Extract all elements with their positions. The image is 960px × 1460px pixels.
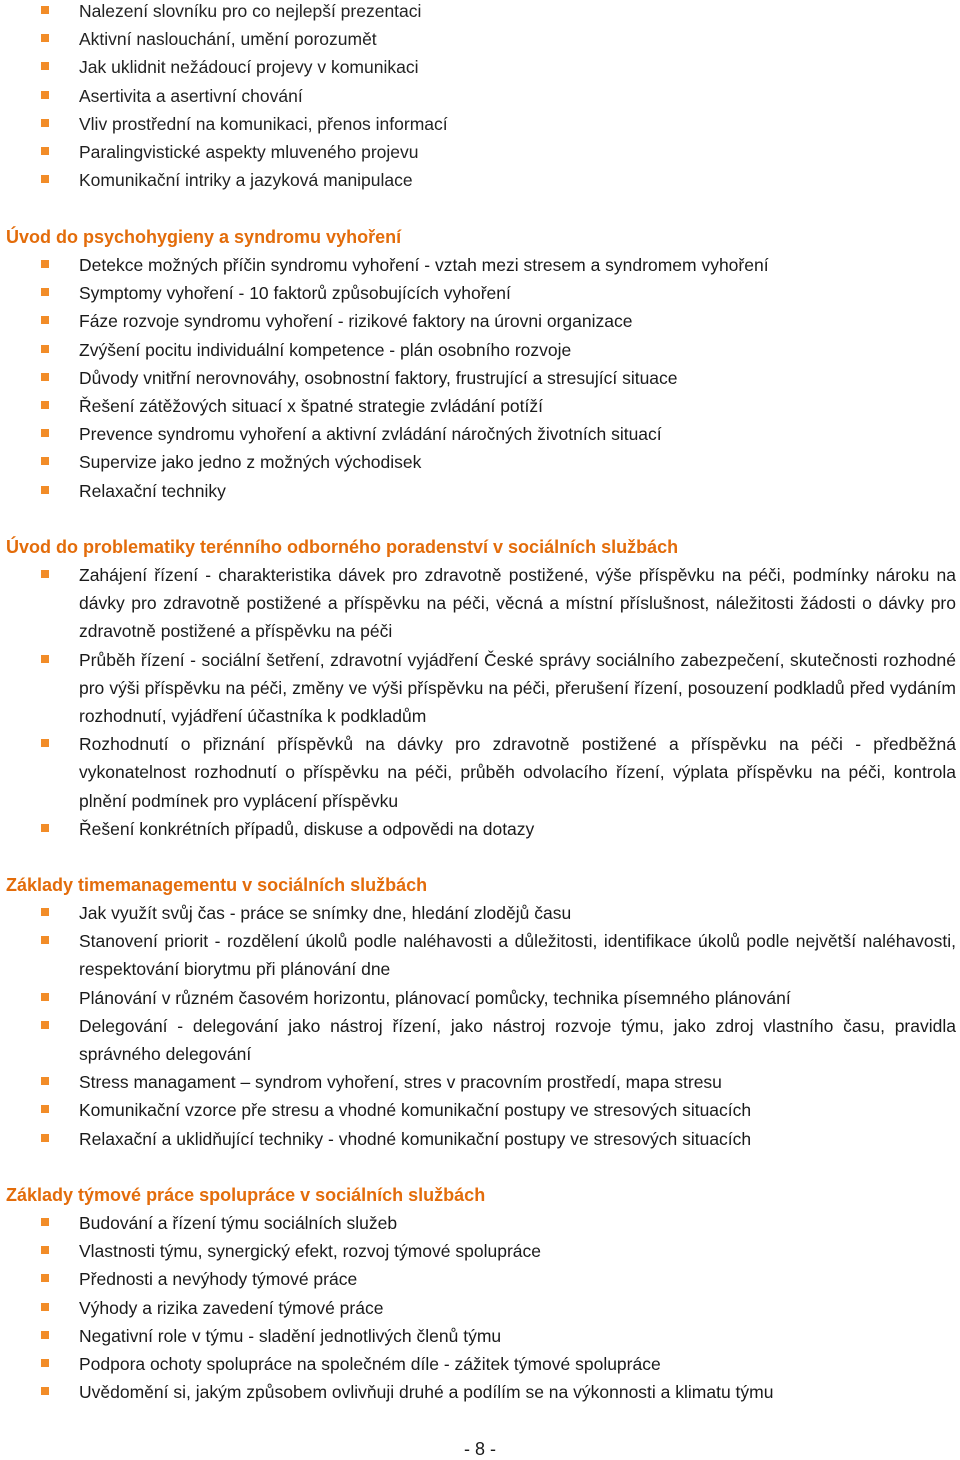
list-item: Prevence syndromu vyhoření a aktivní zvládání náročných životních situací xyxy=(0,420,960,448)
list-item: Symptomy vyhoření - 10 faktorů způsobujících vyhoření xyxy=(0,279,960,307)
list-item: Důvody vnitřní nerovnováhy, osobnostní faktory, frustrující a stresující situace xyxy=(0,364,960,392)
square-bullet-icon xyxy=(41,62,49,70)
list-item: Řešení konkrétních případů, diskuse a odpovědi na dotazy xyxy=(0,815,960,843)
list-item: Budování a řízení týmu sociálních služeb xyxy=(0,1209,960,1237)
section-heading: Základy týmové práce spolupráce v sociálních službách xyxy=(6,1185,486,1205)
square-bullet-icon xyxy=(41,1021,49,1029)
section-heading: Úvod do psychohygieny a syndromu vyhoření xyxy=(6,227,402,247)
square-bullet-icon xyxy=(41,401,49,409)
list-item: Relaxační techniky xyxy=(0,477,960,505)
square-bullet-icon xyxy=(41,655,49,663)
list-item: Uvědomění si, jakým způsobem ovlivňuji druhé a podílím se na výkonnosti a klimatu týmu xyxy=(0,1378,960,1406)
square-bullet-icon xyxy=(41,316,49,324)
square-bullet-icon xyxy=(41,1077,49,1085)
square-bullet-icon xyxy=(41,260,49,268)
bullet-list xyxy=(0,0,960,194)
square-bullet-icon xyxy=(41,147,49,155)
list-item: Podpora ochoty spolupráce na společném díle - zážitek týmové spolupráce xyxy=(0,1350,960,1378)
list-item: Supervize jako jedno z možných východisek xyxy=(0,448,960,476)
square-bullet-icon xyxy=(41,570,49,578)
list-item: Stress managament – syndrom vyhoření, stres v pracovním prostředí, mapa stresu xyxy=(0,1068,960,1096)
list-item: Průběh řízení - sociální šetření, zdravotní vyjádření České správy sociálního zabezpečení, skutečnosti rozhodné pro výši příspěvku na péči, změny ve výši příspěvku na péči, přerušení řízení, posouzení podkladů před vydáním rozhodnutí, vyjádření účastníka k podkladům xyxy=(0,646,960,731)
list-item: Stanovení priorit - rozdělení úkolů podle naléhavosti a důležitosti, identifikace úkolů podle největší naléhavosti, respektování biorytmu při plánování dne xyxy=(0,927,960,983)
square-bullet-icon xyxy=(41,373,49,381)
square-bullet-icon xyxy=(41,175,49,183)
list-item: Negativní role v týmu - sladění jednotlivých členů týmu xyxy=(0,1322,960,1350)
square-bullet-icon xyxy=(41,1218,49,1226)
list-item: Aktivní naslouchání, umění porozumět xyxy=(0,25,960,53)
list-item: Asertivita a asertivní chování xyxy=(0,82,960,110)
square-bullet-icon xyxy=(41,1359,49,1367)
bullet-list xyxy=(0,251,960,505)
section-heading: Úvod do problematiky terénního odborného poradenství v sociálních službách xyxy=(6,537,679,557)
square-bullet-icon xyxy=(41,824,49,832)
bullet-list xyxy=(0,561,960,843)
square-bullet-icon xyxy=(41,1105,49,1113)
bullet-list xyxy=(0,1209,960,1406)
square-bullet-icon xyxy=(41,119,49,127)
section-heading: Základy timemanagementu v sociálních službách xyxy=(6,875,428,895)
list-item: Zahájení řízení - charakteristika dávek pro zdravotně postižené, výše příspěvku na péči, podmínky nároku na dávky pro zdravotně postižené a příspěvku na péči, věcná a místní příslušnost, náležitosti žádosti o dávky pro zdravotně postižené a příspěvku na péči xyxy=(0,561,960,646)
list-item: Komunikační intriky a jazyková manipulace xyxy=(0,166,960,194)
square-bullet-icon xyxy=(41,1303,49,1311)
list-item: Řešení zátěžových situací x špatné strategie zvládání potíží xyxy=(0,392,960,420)
list-item: Relaxační a uklidňující techniky - vhodné komunikační postupy ve stresových situacích xyxy=(0,1125,960,1153)
list-item: Nalezení slovníku pro co nejlepší prezentaci xyxy=(0,0,960,25)
list-item: Delegování - delegování jako nástroj řízení, jako nástroj rozvoje týmu, jako zdroj vlastního času, pravidla správného delegování xyxy=(0,1012,960,1068)
square-bullet-icon xyxy=(41,936,49,944)
square-bullet-icon xyxy=(41,1246,49,1254)
list-item: Komunikační vzorce pře stresu a vhodné komunikační postupy ve stresových situacích xyxy=(0,1096,960,1124)
list-item: Plánování v různém časovém horizontu, plánovací pomůcky, technika písemného plánování xyxy=(0,984,960,1012)
list-item: Přednosti a nevýhody týmové práce xyxy=(0,1265,960,1293)
bullet-list xyxy=(0,899,960,1153)
square-bullet-icon xyxy=(41,91,49,99)
square-bullet-icon xyxy=(41,34,49,42)
square-bullet-icon xyxy=(41,1134,49,1142)
list-item: Jak využít svůj čas - práce se snímky dne, hledání zlodějů času xyxy=(0,899,960,927)
square-bullet-icon xyxy=(41,1274,49,1282)
square-bullet-icon xyxy=(41,457,49,465)
list-item: Jak uklidnit nežádoucí projevy v komunikaci xyxy=(0,53,960,81)
square-bullet-icon xyxy=(41,429,49,437)
square-bullet-icon xyxy=(41,345,49,353)
list-item: Paralingvistické aspekty mluveného projevu xyxy=(0,138,960,166)
square-bullet-icon xyxy=(41,486,49,494)
square-bullet-icon xyxy=(41,1331,49,1339)
page-number: - 8 - xyxy=(463,1439,496,1459)
list-item: Zvýšení pocitu individuální kompetence - plán osobního rozvoje xyxy=(0,336,960,364)
square-bullet-icon xyxy=(41,288,49,296)
square-bullet-icon xyxy=(41,739,49,747)
square-bullet-icon xyxy=(41,993,49,1001)
square-bullet-icon xyxy=(41,1387,49,1395)
list-item: Rozhodnutí o přiznání příspěvků na dávky pro zdravotně postižené a příspěvku na péči - předběžná vykonatelnost rozhodnutí o příspěvku na péči, průběh odvolacího řízení, výplata příspěvku na péči, kontrola plnění podmínek pro vyplácení příspěvku xyxy=(0,730,960,815)
square-bullet-icon xyxy=(41,6,49,14)
square-bullet-icon xyxy=(41,908,49,916)
list-item: Detekce možných příčin syndromu vyhoření - vztah mezi stresem a syndromem vyhoření xyxy=(0,251,960,279)
list-item: Výhody a rizika zavedení týmové práce xyxy=(0,1294,960,1322)
list-item: Vliv prostřední na komunikaci, přenos informací xyxy=(0,110,960,138)
list-item: Fáze rozvoje syndromu vyhoření - rizikové faktory na úrovni organizace xyxy=(0,307,960,335)
list-item: Vlastnosti týmu, synergický efekt, rozvoj týmové spolupráce xyxy=(0,1237,960,1265)
